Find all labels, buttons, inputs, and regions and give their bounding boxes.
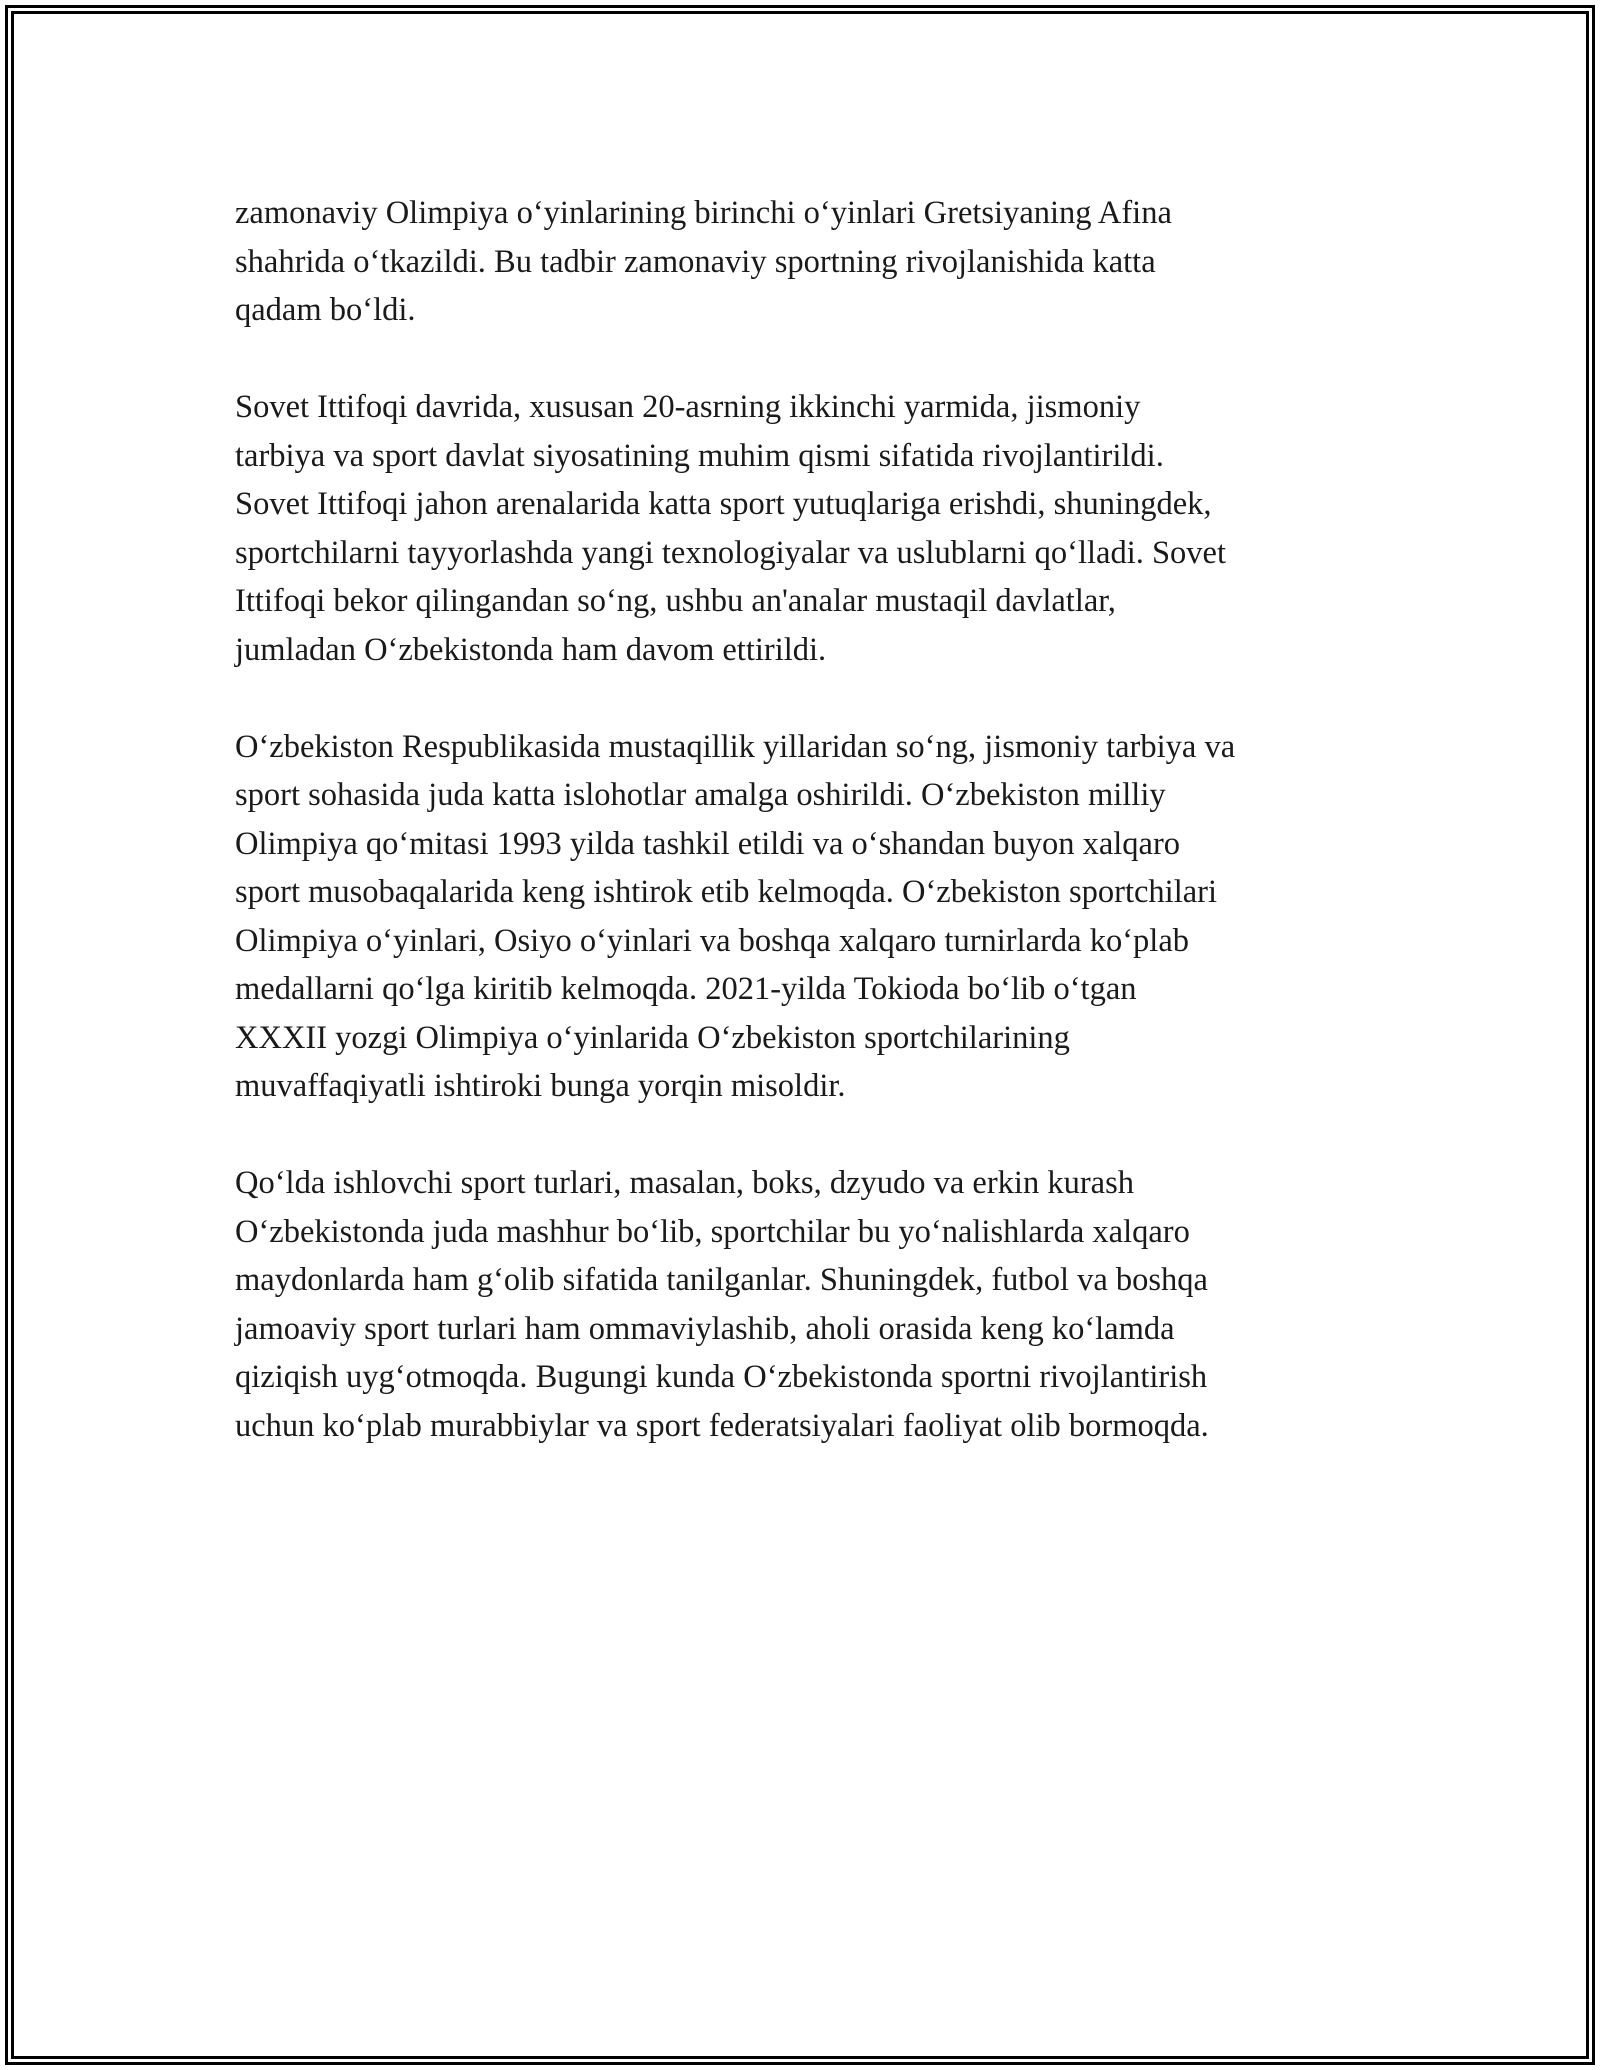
paragraph-uzbekistan-independence: O‘zbekiston Respublikasida mustaqillik yillaridan so‘ng, jismoniy tarbiya va sport sohasida juda katta islohotlar amalga oshirildi. O‘zbekiston milliy Olimpiya qo‘mitasi 1993 yilda tashkil etildi va o‘shandan buyon xalqaro sport musobaqalarida keng ishtirok etib kelmoqda. O‘zbekiston sportchilari Olimpiya o‘yinlari, Osiyo o‘yinlari va boshqa xalqaro turnirlarda ko‘plab medallarni qo‘lga kiritib kelmoqda. 2021-yilda Tokioda bo‘lib o‘tgan XXXII yozgi Olimpiya o‘yinlarida O‘zbekiston sportchilarining muvaffaqiyatli ishtiroki bunga yorqin misoldir. bbox=[235, 728, 1236, 1104]
paragraph-combat-sports: Qo‘lda ishlovchi sport turlari, masalan, boks, dzyudo va erkin kurash O‘zbekistonda juda mashhur bo‘lib, sportchilar bu yo‘nalishlarda xalqaro maydonlarda ham g‘olib sifatida tanilganlar. Shuningdek, futbol va boshqa jamoaviy sport turlari ham ommaviylashib, aholi orasida keng ko‘lamda qiziqish uyg‘otmoqda. Bugungi kunda O‘zbekistonda sportni rivojlantirish uchun ko‘plab murabbiylar va sport federatsiyalari faoliyat olib bormoqda. bbox=[235, 1165, 1209, 1444]
document-body bbox=[235, 189, 1365, 1499]
paragraph-soviet-era: Sovet Ittifoqi davrida, xususan 20-asrning ikkinchi yarmida, jismoniy tarbiya va sport davlat siyosatining muhim qismi sifatida rivojlantirildi. Sovet Ittifoqi jahon arenalarida katta sport yutuqlariga erishdi, shuningdek, sportchilarni tayyorlashda yangi texnologiyalar va uslublarni qo‘lladi. Sovet Ittifoqi bekor qilingandan so‘ng, ushbu an'analar mustaqil davlatlar, jumladan O‘zbekistonda ham davom ettirildi. bbox=[235, 389, 1227, 668]
paragraph-olympics-athens: zamonaviy Olimpiya o‘yinlarining birinchi o‘yinlari Gretsiyaning Afina shahrida o‘tkazildi. Bu tadbir zamonaviy sportning rivojlanishida katta qadam bo‘ldi. bbox=[235, 195, 1172, 328]
